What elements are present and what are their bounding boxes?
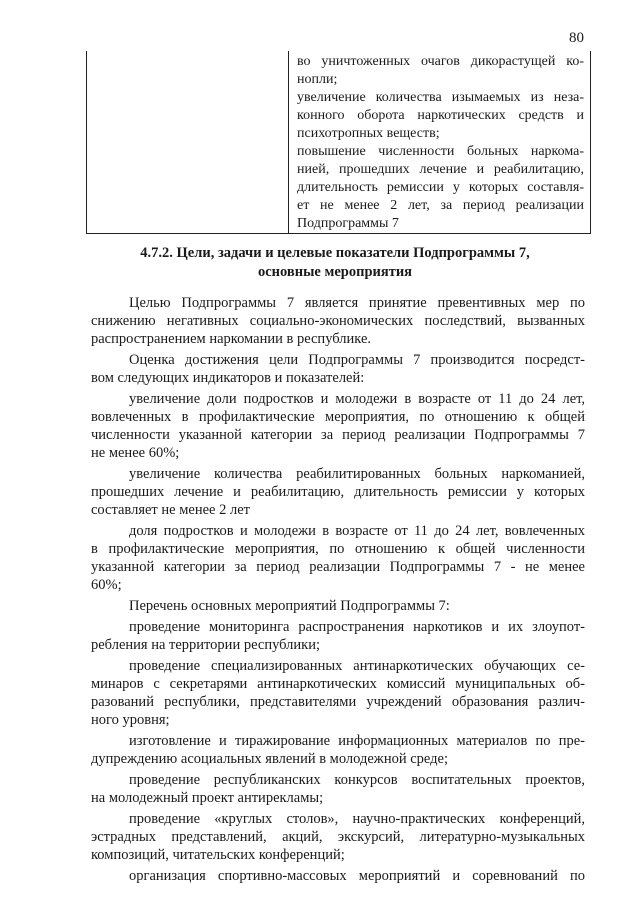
table-cell-line: повышение численности больных наркома- bbox=[297, 144, 584, 159]
table-cell-line: нией, прошедших лечение и реабилитацию, bbox=[297, 162, 584, 177]
paragraph-line: дупреждению асоциальных явлений в молодежной среде; bbox=[91, 751, 448, 767]
paragraph-line: проведение «круглых столов», научно-практических конференций, bbox=[129, 811, 585, 827]
section-heading-line: основные мероприятия bbox=[257, 264, 413, 280]
table-cell-empty bbox=[87, 51, 289, 234]
paragraph-line: доля подростков и молодежи в возрасте от 11 до 24 лет, вовлеченных bbox=[129, 523, 585, 539]
table-cell-indicators bbox=[289, 51, 591, 234]
paragraph-line: композиций, читательских конференций; bbox=[91, 847, 345, 863]
paragraph-line: ребления на территории республики; bbox=[91, 637, 320, 653]
body-text bbox=[91, 294, 585, 888]
paragraph bbox=[91, 597, 585, 615]
paragraph-line: организация спортивно-массовых мероприятий и соревнований по bbox=[129, 868, 585, 884]
paragraph bbox=[91, 657, 585, 729]
paragraph bbox=[91, 732, 585, 768]
paragraph bbox=[91, 465, 585, 519]
paragraph-line: ного уровня; bbox=[91, 712, 170, 728]
paragraph-line: разований республики, представителями учреждений образования различ- bbox=[91, 694, 585, 710]
table-cell-line: увеличение количества изымаемых из неза- bbox=[297, 90, 584, 105]
paragraph-line: Перечень основных мероприятий Подпрограммы 7: bbox=[129, 598, 450, 614]
paragraph-line: не менее 60%; bbox=[91, 445, 180, 461]
paragraph bbox=[91, 618, 585, 654]
paragraph bbox=[91, 867, 585, 885]
paragraph-line: прошедших лечение и реабилитацию, длительность ремиссии у которых bbox=[91, 484, 585, 500]
paragraph-line: распространением наркомании в республике. bbox=[91, 331, 372, 347]
paragraph-line: составляет не менее 2 лет bbox=[91, 502, 250, 518]
paragraph bbox=[91, 522, 585, 594]
paragraph-line: Целью Подпрограммы 7 является принятие превентивных мер по bbox=[129, 295, 585, 311]
table-cell-line: конного оборота наркотических средств и bbox=[297, 108, 584, 123]
paragraph-line: увеличение доли подростков и молодежи в возрасте от 11 до 24 лет, bbox=[129, 391, 585, 407]
section-heading-line: 4.7.2. Цели, задачи и целевые показатели Подпрограммы 7, bbox=[140, 245, 530, 261]
paragraph-line: минаров с секретарями антинаркотических комиссий муниципальных об- bbox=[91, 676, 585, 692]
paragraph-line: проведение республиканских конкурсов воспитательных проектов, bbox=[129, 772, 585, 788]
indicator-table-fragment bbox=[86, 51, 591, 234]
table-cell-line: во уничтоженных очагов дикорастущей ко- bbox=[297, 54, 584, 69]
paragraph-line: вовлеченных в профилактические мероприятия, по отношению к общей bbox=[91, 409, 585, 425]
paragraph-line: указанной категории за период реализации Подпрограммы 7 - не менее bbox=[91, 559, 585, 575]
paragraph-line: увеличение количества реабилитированных больных наркоманией, bbox=[129, 466, 585, 482]
paragraph-line: проведение специализированных антинаркотических обучающих се- bbox=[129, 658, 585, 674]
table-cell-line: Подпрограммы 7 bbox=[297, 216, 399, 231]
paragraph bbox=[91, 810, 585, 864]
paragraph bbox=[91, 294, 585, 348]
page-number: 80 bbox=[569, 30, 584, 46]
paragraph-line: снижению негативных социально-экономических последствий, вызванных bbox=[91, 313, 585, 329]
table-cell-line: нопли; bbox=[297, 72, 338, 87]
paragraph-line: в профилактические мероприятия, по отношению к общей численности bbox=[91, 541, 585, 557]
section-heading bbox=[100, 244, 570, 282]
paragraph bbox=[91, 390, 585, 462]
paragraph bbox=[91, 351, 585, 387]
paragraph-line: 60%; bbox=[91, 577, 122, 593]
table-cell-line: ет не менее 2 лет, за период реализации bbox=[297, 198, 584, 213]
paragraph-line: эстрадных представлений, акций, экскурсий, литературно-музыкальных bbox=[91, 829, 585, 845]
paragraph bbox=[91, 771, 585, 807]
paragraph-line: численности указанной категории за период реализации Подпрограммы 7 bbox=[91, 427, 585, 443]
table-cell-line: психотропных веществ; bbox=[297, 126, 440, 141]
table-row bbox=[87, 51, 591, 234]
paragraph-line: проведение мониторинга распространения наркотиков и их злоупот- bbox=[129, 619, 585, 635]
table-cell-line: длительность ремиссии у которых составля- bbox=[297, 180, 584, 195]
paragraph-line: изготовление и тиражирование информационных материалов по пре- bbox=[129, 733, 585, 749]
paragraph-line: Оценка достижения цели Подпрограммы 7 производится посредст- bbox=[129, 352, 585, 368]
paragraph-line: вом следующих индикаторов и показателей: bbox=[91, 370, 365, 386]
paragraph-line: на молодежный проект антирекламы; bbox=[91, 790, 324, 806]
